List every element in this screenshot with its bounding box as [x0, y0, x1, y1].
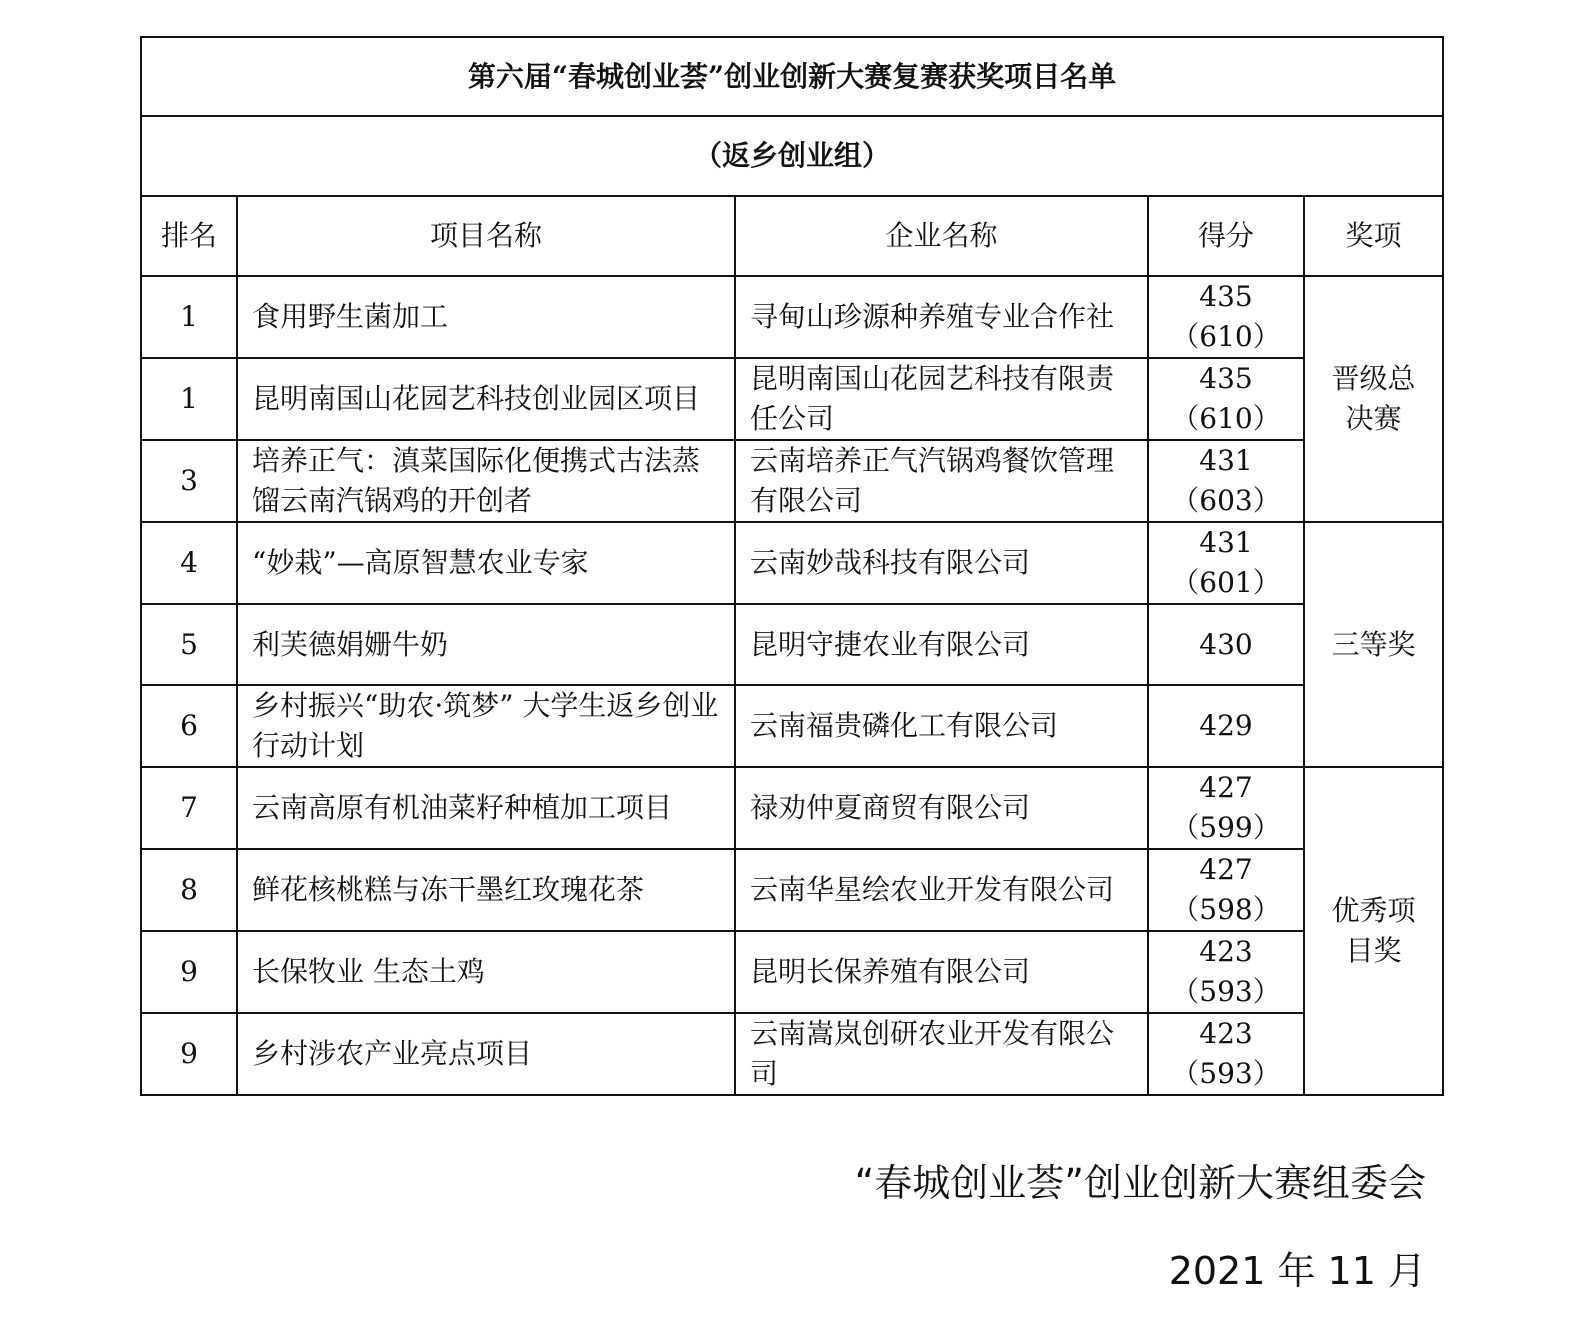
header-company: 企业名称 [735, 196, 1148, 276]
header-rank: 排名 [141, 196, 237, 276]
company-cell: 云南培养正气汽锅鸡餐饮管理有限公司 [735, 440, 1148, 522]
score-cell: 423（593） [1148, 931, 1304, 1013]
table-subtitle: （返乡创业组） [141, 116, 1443, 196]
header-score: 得分 [1148, 196, 1304, 276]
score-cell: 435（610） [1148, 276, 1304, 358]
rank-cell: 6 [141, 685, 237, 767]
project-cell: 食用野生菌加工 [237, 276, 735, 358]
company-cell: 寻甸山珍源种养殖专业合作社 [735, 276, 1148, 358]
project-cell: 培养正气：滇菜国际化便携式古法蒸馏云南汽锅鸡的开创者 [237, 440, 735, 522]
project-cell: 乡村涉农产业亮点项目 [237, 1013, 735, 1095]
table-row [141, 440, 1443, 522]
table-row [141, 604, 1443, 685]
rank-cell: 5 [141, 604, 237, 685]
company-cell: 云南福贵磷化工有限公司 [735, 685, 1148, 767]
header-award: 奖项 [1304, 196, 1443, 276]
organizer-signature: “春城创业荟”创业创新大赛组委会 [854, 1161, 1426, 1205]
award-cell-third-prize: 三等奖 [1304, 522, 1443, 767]
project-cell: “妙栽”—高原智慧农业专家 [237, 522, 735, 604]
company-cell: 禄劝仲夏商贸有限公司 [735, 767, 1148, 849]
project-cell: 利芙德娟姗牛奶 [237, 604, 735, 685]
project-cell: 云南高原有机油菜籽种植加工项目 [237, 767, 735, 849]
company-cell: 昆明长保养殖有限公司 [735, 931, 1148, 1013]
table-row [141, 849, 1443, 931]
rank-cell: 7 [141, 767, 237, 849]
company-cell: 昆明南国山花园艺科技有限责任公司 [735, 358, 1148, 440]
header-project: 项目名称 [237, 196, 735, 276]
rank-cell: 1 [141, 276, 237, 358]
rank-cell: 9 [141, 931, 237, 1013]
table-row [141, 931, 1443, 1013]
score-cell: 429 [1148, 685, 1304, 767]
project-cell: 长保牧业 生态土鸡 [237, 931, 735, 1013]
table-title: 第六届“春城创业荟”创业创新大赛复赛获奖项目名单 [141, 37, 1443, 116]
table-row [141, 358, 1443, 440]
table-row [141, 685, 1443, 767]
company-cell: 昆明守捷农业有限公司 [735, 604, 1148, 685]
issue-date: 2021 年 11 月 [1168, 1249, 1426, 1293]
table-header-row [141, 196, 1443, 276]
table-row [141, 522, 1443, 604]
award-list-table [140, 36, 1444, 1096]
score-cell: 423（593） [1148, 1013, 1304, 1095]
rank-cell: 8 [141, 849, 237, 931]
table-row [141, 767, 1443, 849]
rank-cell: 4 [141, 522, 237, 604]
score-cell: 431（601） [1148, 522, 1304, 604]
rank-cell: 1 [141, 358, 237, 440]
score-cell: 427（599） [1148, 767, 1304, 849]
score-cell: 431（603） [1148, 440, 1304, 522]
company-cell: 云南嵩岚创研农业开发有限公司 [735, 1013, 1148, 1095]
company-cell: 云南华星绘农业开发有限公司 [735, 849, 1148, 931]
award-cell-finals: 晋级总决赛 [1304, 276, 1443, 522]
score-cell: 430 [1148, 604, 1304, 685]
company-cell: 云南妙哉科技有限公司 [735, 522, 1148, 604]
score-cell: 427（598） [1148, 849, 1304, 931]
project-cell: 鲜花核桃糕与冻干墨红玫瑰花茶 [237, 849, 735, 931]
rank-cell: 3 [141, 440, 237, 522]
project-cell: 昆明南国山花园艺科技创业园区项目 [237, 358, 735, 440]
score-cell: 435（610） [1148, 358, 1304, 440]
table-row [141, 276, 1443, 358]
project-cell: 乡村振兴“助农·筑梦” 大学生返乡创业行动计划 [237, 685, 735, 767]
award-cell-excellent-project: 优秀项目奖 [1304, 767, 1443, 1095]
table-row [141, 1013, 1443, 1095]
rank-cell: 9 [141, 1013, 237, 1095]
